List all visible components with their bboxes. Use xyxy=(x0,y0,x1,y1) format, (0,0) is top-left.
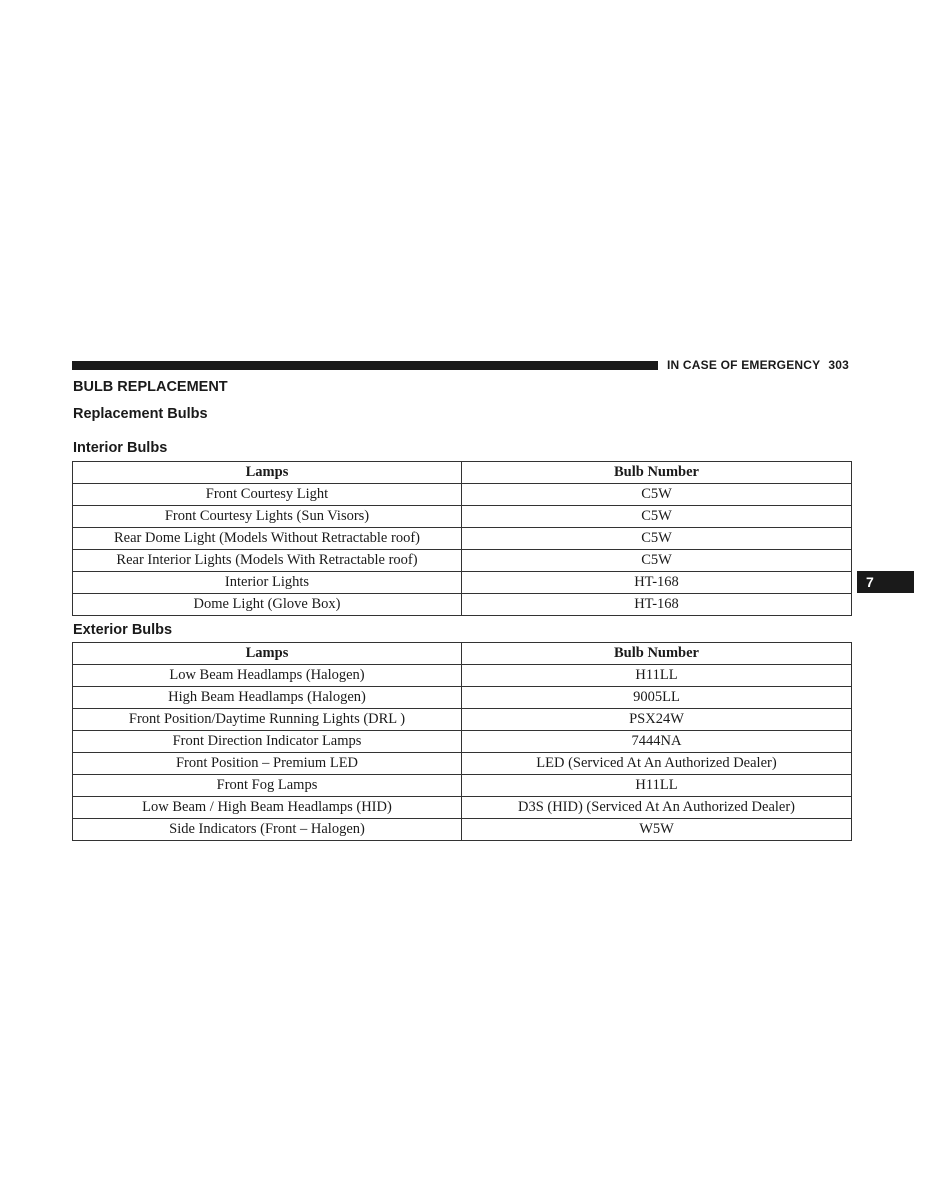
lamp-cell: Front Position – Premium LED xyxy=(73,753,462,775)
bulb-number-cell: PSX24W xyxy=(462,709,852,731)
bulb-number-cell: HT-168 xyxy=(462,572,852,594)
bulb-number-cell: 7444NA xyxy=(462,731,852,753)
running-header xyxy=(667,358,849,372)
lamp-cell: Front Courtesy Lights (Sun Visors) xyxy=(73,506,462,528)
bulb-number-cell: C5W xyxy=(462,528,852,550)
lamp-cell: Front Fog Lamps xyxy=(73,775,462,797)
bulb-number-cell: C5W xyxy=(462,506,852,528)
section-title: IN CASE OF EMERGENCY xyxy=(667,358,821,372)
table-row xyxy=(73,819,852,841)
table-header-row xyxy=(73,643,852,665)
lamp-cell: Dome Light (Glove Box) xyxy=(73,594,462,616)
bulb-number-cell: D3S (HID) (Serviced At An Authorized Dealer) xyxy=(462,797,852,819)
page-title: BULB REPLACEMENT xyxy=(73,379,228,395)
column-header: Lamps xyxy=(73,462,462,484)
lamp-cell: Low Beam Headlamps (Halogen) xyxy=(73,665,462,687)
exterior-bulbs-table xyxy=(72,642,852,841)
interior-heading: Interior Bulbs xyxy=(73,440,168,456)
table-row xyxy=(73,484,852,506)
lamp-cell: Rear Dome Light (Models Without Retractable roof) xyxy=(73,528,462,550)
lamp-cell: Front Courtesy Light xyxy=(73,484,462,506)
page-number: 303 xyxy=(828,358,849,372)
table-row xyxy=(73,687,852,709)
chapter-tab: 7 xyxy=(857,571,914,593)
table-row xyxy=(73,528,852,550)
bulb-number-cell: C5W xyxy=(462,484,852,506)
table-row xyxy=(73,709,852,731)
subtitle: Replacement Bulbs xyxy=(73,406,208,422)
header-rule xyxy=(72,361,658,370)
table-row xyxy=(73,775,852,797)
bulb-number-cell: H11LL xyxy=(462,775,852,797)
lamp-cell: Interior Lights xyxy=(73,572,462,594)
table-header-row xyxy=(73,462,852,484)
exterior-heading: Exterior Bulbs xyxy=(73,622,173,638)
lamp-cell: High Beam Headlamps (Halogen) xyxy=(73,687,462,709)
bulb-number-cell: HT-168 xyxy=(462,594,852,616)
lamp-cell: Low Beam / High Beam Headlamps (HID) xyxy=(73,797,462,819)
column-header: Lamps xyxy=(73,643,462,665)
column-header: Bulb Number xyxy=(462,643,852,665)
lamp-cell: Rear Interior Lights (Models With Retractable roof) xyxy=(73,550,462,572)
table-row xyxy=(73,506,852,528)
bulb-number-cell: LED (Serviced At An Authorized Dealer) xyxy=(462,753,852,775)
lamp-cell: Front Position/Daytime Running Lights (DRL ) xyxy=(73,709,462,731)
table-row xyxy=(73,594,852,616)
lamp-cell: Front Direction Indicator Lamps xyxy=(73,731,462,753)
bulb-number-cell: C5W xyxy=(462,550,852,572)
bulb-number-cell: H11LL xyxy=(462,665,852,687)
table-row xyxy=(73,665,852,687)
interior-bulbs-table xyxy=(72,461,852,616)
column-header: Bulb Number xyxy=(462,462,852,484)
lamp-cell: Side Indicators (Front – Halogen) xyxy=(73,819,462,841)
table-row xyxy=(73,572,852,594)
table-row xyxy=(73,753,852,775)
table-row xyxy=(73,731,852,753)
bulb-number-cell: W5W xyxy=(462,819,852,841)
table-row xyxy=(73,550,852,572)
bulb-number-cell: 9005LL xyxy=(462,687,852,709)
table-row xyxy=(73,797,852,819)
